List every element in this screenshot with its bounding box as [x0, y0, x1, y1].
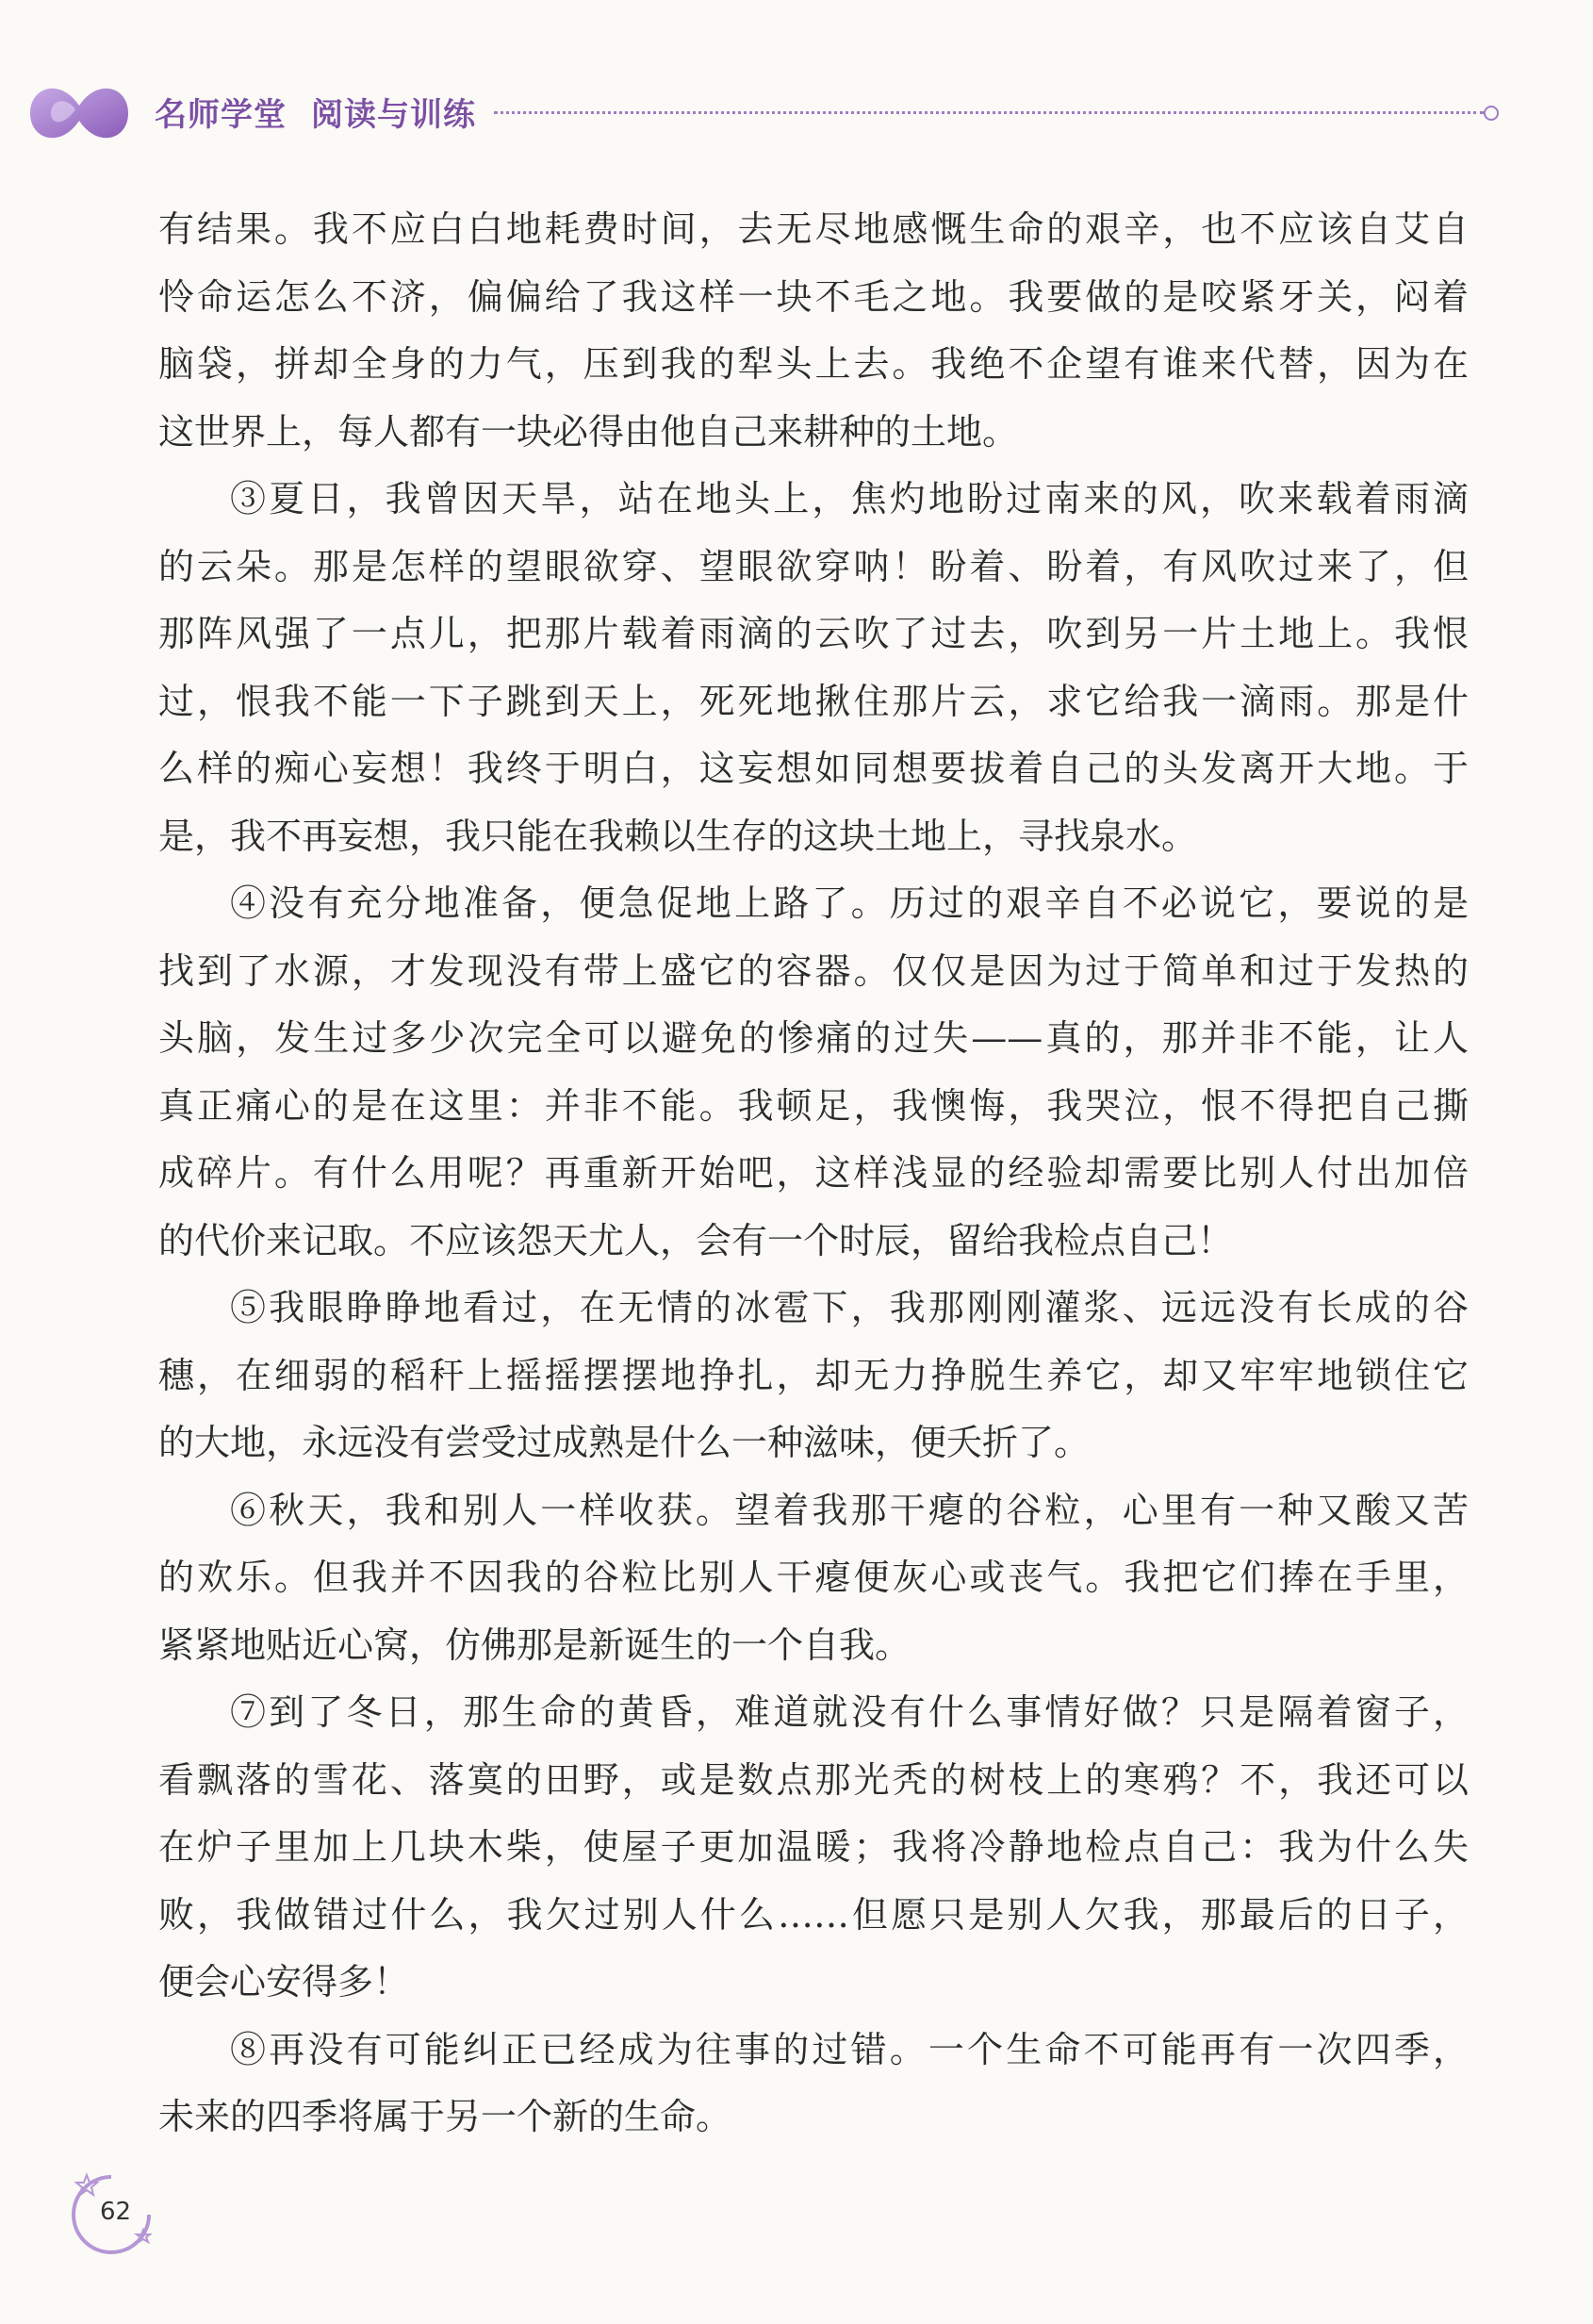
text-line: 找到了水源，才发现没有带上盛它的容器。仅仅是因为过于简单和过于发热的: [158, 949, 1469, 992]
text-line: 过，恨我不能一下子跳到天上，死死地揪住那片云，求它给我一滴雨。那是什: [158, 680, 1469, 722]
text-line: 是，我不再妄想，我只能在我赖以生存的这块土地上，寻找泉水。: [158, 815, 1198, 857]
text-line: 头脑，发生过多少次完全可以避免的惨痛的过失——真的，那并非不能，让人: [158, 1017, 1469, 1059]
header: [23, 68, 1531, 162]
article-body: [158, 196, 1469, 2151]
header-title: [155, 89, 476, 135]
text-line: ⑥秋天，我和别人一样收获。望着我那干瘪的谷粒，心里有一种又酸又苦: [230, 1489, 1469, 1531]
header-dotted-rule: [494, 111, 1484, 114]
text-line: 怜命运怎么不济，偏偏给了我这样一块不毛之地。我要做的是咬紧牙关，闷着: [158, 275, 1469, 318]
text-line: 败，我做错过什么，我欠过别人什么……但愿只是别人欠我，那最后的日子，: [158, 1893, 1469, 1936]
header-rule-end-circle: [1484, 106, 1499, 121]
text-line: 的代价来记取。不应该怨天尤人，会有一个时辰，留给我检点自己！: [158, 1219, 1234, 1261]
text-line: 有结果。我不应白白地耗费时间，去无尽地感慨生命的艰辛，也不应该自艾自: [158, 208, 1469, 250]
page-number: 62: [100, 2198, 132, 2226]
page-number-badge: [68, 2171, 155, 2258]
text-line: 成碎片。有什么用呢？再重新开始吧，这样浅显的经验却需要比别人付出加倍: [158, 1152, 1469, 1194]
text-line: 穗，在细弱的稻秆上摇摇摆摆地挣扎，却无力挣脱生养它，却又牢牢地锁住它: [158, 1354, 1469, 1396]
text-line: ③夏日，我曾因天旱，站在地头上，焦灼地盼过南来的风，吹来载着雨滴: [230, 478, 1469, 519]
text-line: 的大地，永远没有尝受过成熟是什么一种滋味，便夭折了。: [158, 1422, 1091, 1463]
text-line: ④没有充分地准备，便急促地上路了。历过的艰辛自不必说它，要说的是: [230, 882, 1469, 924]
text-line: 看飘落的雪花、落寞的田野，或是数点那光秃的树枝上的寒鸦？不，我还可以: [158, 1758, 1469, 1801]
text-line: 的欢乐。但我并不因我的谷粒比别人干瘪便灰心或丧气。我把它们捧在手里，: [158, 1557, 1469, 1598]
text-line: 未来的四季将属于另一个新的生命。: [158, 2096, 732, 2137]
text-line: 那阵风强了一点儿，把那片载着雨滴的云吹了过去，吹到另一片土地上。我恨: [158, 613, 1469, 654]
text-line: 真正痛心的是在这里：并非不能。我顿足，我懊悔，我哭泣，恨不得把自己撕: [158, 1084, 1469, 1127]
text-line: 么样的痴心妄想！我终于明白，这妄想如同想要拔着自己的头发离开大地。于: [158, 748, 1469, 789]
text-line: 在炉子里加上几块木柴，使屋子更加温暖；我将冷静地检点自己：我为什么失: [158, 1826, 1469, 1868]
text-line: ⑦到了冬日，那生命的黄昏，难道就没有什么事情好做？只是隔着窗子，: [230, 1691, 1469, 1733]
text-line: 紧紧地贴近心窝，仿佛那是新诞生的一个自我。: [158, 1624, 911, 1666]
series-name: 名师学堂: [155, 96, 287, 134]
text-line: 的云朵。那是怎样的望眼欲穿、望眼欲穿呐！盼着、盼着，有风吹过来了，但: [158, 545, 1469, 587]
text-line: 这世界上，每人都有一块必得由他自己来耕种的土地。: [158, 410, 1019, 453]
text-line: 便会心安得多！: [158, 1961, 410, 2003]
header-decoration-icon: [23, 68, 136, 157]
text-line: ⑧再没有可能纠正已经成为往事的过错。一个生命不可能再有一次四季，: [230, 2028, 1469, 2070]
text-line: 脑袋，拼却全身的力气，压到我的犁头上去。我绝不企望有谁来代替，因为在: [158, 343, 1469, 385]
book-name: 阅读与训练: [311, 96, 476, 134]
text-line: ⑤我眼睁睁地看过，在无情的冰雹下，我那刚刚灌浆、远远没有长成的谷: [230, 1287, 1469, 1328]
